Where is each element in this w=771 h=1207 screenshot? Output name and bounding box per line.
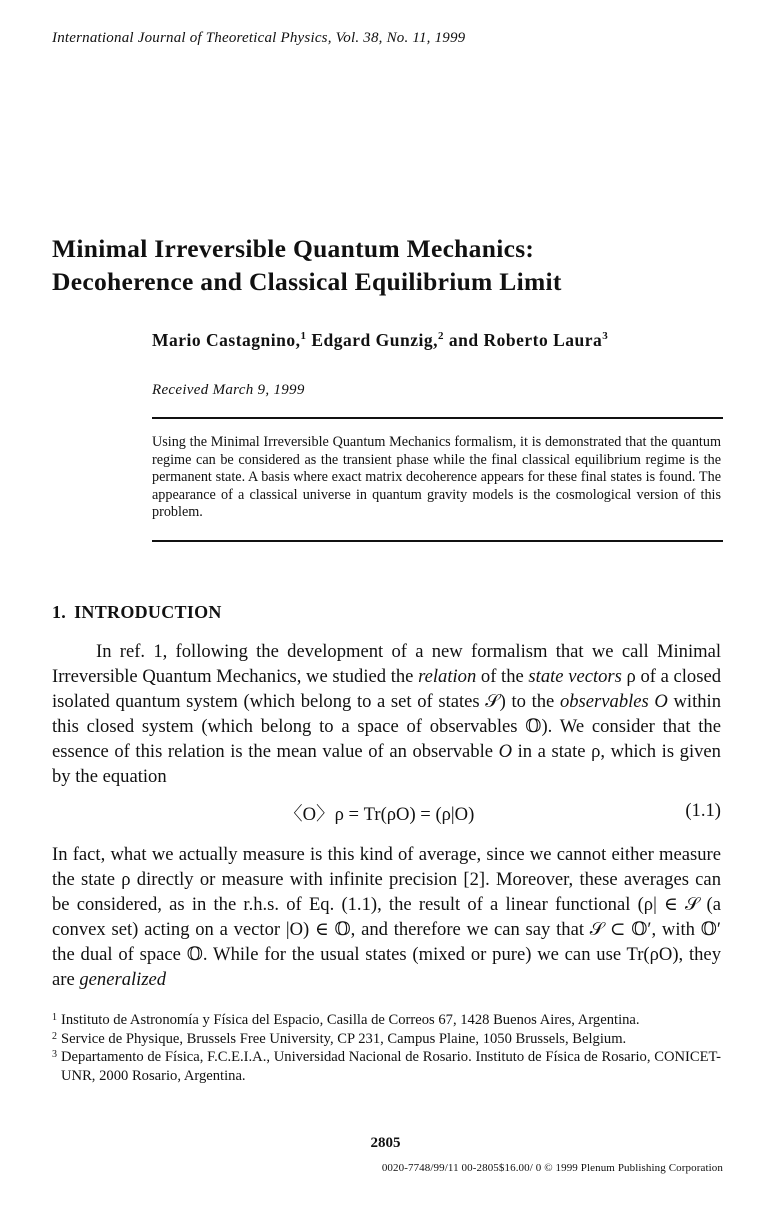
abstract-bottom-rule [152, 540, 723, 542]
section-heading [52, 602, 230, 623]
paragraph-1: In ref. 1, following the development of a new formalism that we call Minimal Irreversible Quantum Mechanics, we studied the relation of the state vectors ρ of a closed isolated quantum system (which belong to a set of states 𝒮) to the observables O within this closed system (which belong to a space of observables 𝕆). We consider that the essence of this relation is the mean value of an observable O in a state ρ, which is given by the equation [52, 641, 722, 787]
author-gunzig: Edgard Gunzig, [311, 330, 438, 350]
paper-title-line-2: Decoherence and Classical Equilibrium Limit [52, 267, 562, 296]
page-number: 2805 [370, 1135, 401, 1151]
author-note-2: 2 [438, 330, 444, 343]
equation-body: 〈O〉ρ = Tr(ρO) = (ρ|O) [284, 804, 475, 825]
paper-title [52, 232, 562, 298]
copyright-line: 0020-7748/99/11 00-2805$16.00/ 0 © 1999 Plenum Publishing Corporation [381, 1162, 723, 1174]
abstract-top-rule [152, 417, 723, 419]
emphasis-generalized: generalized [79, 969, 167, 990]
footnote-1: 1 Instituto de Astronomía y Física del Espacio, Casilla de Correos 67, 1428 Buenos Aires, Argentina. [52, 1012, 640, 1028]
author-conjunction: and [448, 330, 479, 350]
section-number: 1. [52, 602, 67, 622]
footnotes [52, 1011, 721, 1085]
section-title: INTRODUCTION [74, 602, 222, 622]
paragraph-2: In fact, what we actually measure is this kind of average, since we cannot either measure the state ρ directly or measure with infinite precision [2]. Moreover, these averages can be considered, as in the r.h.s. of Eq. (1.1), the result of a linear functional (ρ| ∈ 𝒮 (a convex set) acting on a vector |O) ∈ 𝕆, and therefore we can say that 𝒮 ⊂ 𝕆′, with 𝕆′ the dual of space 𝕆. While for the usual states (mixed or pure) we can use Tr(ρO), they are generalized [52, 844, 721, 990]
emphasis-o: O [498, 741, 513, 762]
abstract: Using the Minimal Irreversible Quantum Mechanics formalism, it is demonstrated that the quantum regime can be considered as the transient phase while the final classical equilibrium regime is the permanent state. A basis where exact matrix decoherence appears for these final states is found. The appearance of a classical universe in quantum gravity models is the cosmological version of this problem. [152, 434, 721, 520]
paper-title-line-1: Minimal Irreversible Quantum Mechanics: [52, 234, 535, 263]
author-laura: Roberto Laura [483, 330, 603, 350]
equation-1-1 [52, 800, 721, 825]
author-note-1: 1 [300, 330, 307, 343]
footnote-2: 2 Service de Physique, Brussels Free University, CP 231, Campus Plaine, 1050 Brussels, Belgium. [52, 1030, 627, 1047]
emphasis-state-vectors: state vectors [528, 666, 622, 687]
received-date: Received March 9, 1999 [152, 382, 305, 398]
footnote-3: 3 Departamento de Física, F.C.E.I.A., Universidad Nacional de Rosario. Instituto de Física de Rosario, CONICET-UNR, 2000 Rosario, Argentina. [52, 1049, 721, 1084]
journal-header: International Journal of Theoretical Physics, Vol. 38, No. 11, 1999 [52, 30, 466, 46]
author-castagnino: Mario Castagnino, [152, 330, 301, 350]
equation-number: (1.1) [685, 800, 721, 821]
author-note-3: 3 [602, 330, 609, 343]
emphasis-relation: relation [418, 666, 477, 687]
author-list [152, 330, 608, 351]
emphasis-observables: observables O [559, 691, 668, 712]
